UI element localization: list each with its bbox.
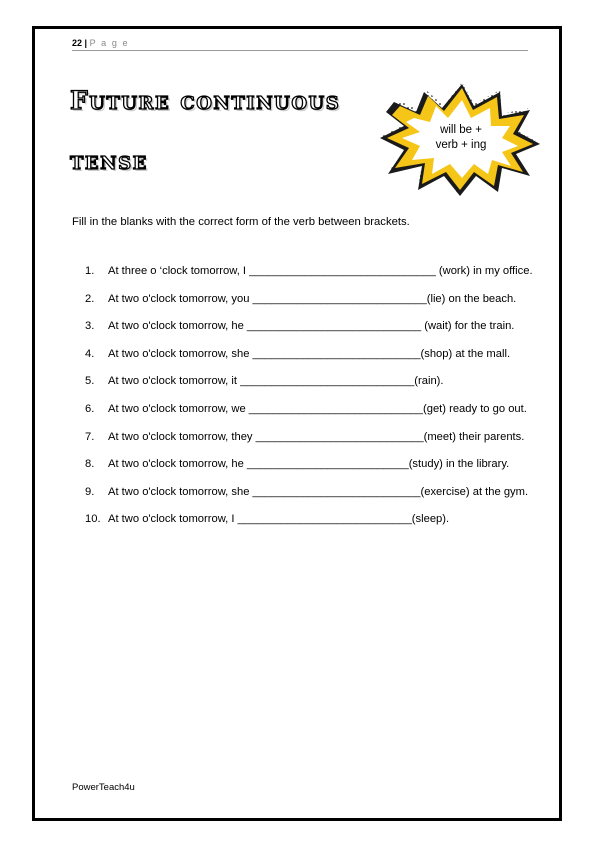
- exercise-item: [85, 451, 535, 479]
- exercise-list: [85, 258, 535, 534]
- page-header: [72, 38, 129, 48]
- exercise-text: At two o'clock tomorrow, he ____________________________ (wait) for the train.: [108, 320, 515, 333]
- exercise-text: At three o ‘clock tomorrow, I ______________________________ (work) in my office.: [108, 265, 533, 277]
- exercise-text: At two o'clock tomorrow, I ____________________________(sleep).: [108, 513, 450, 526]
- exercise-item: [85, 286, 535, 314]
- exercise-item: [85, 341, 535, 369]
- callout-text: [418, 123, 504, 153]
- exercise-number: 2.: [85, 292, 95, 305]
- footer-brand: PowerTeach4u: [72, 782, 135, 793]
- exercise-text: At two o'clock tomorrow, she ___________________________(shop) at the mall.: [108, 347, 511, 360]
- title-line-1: Future continuous: [70, 86, 341, 115]
- instructions: Fill in the blanks with the correct form of the verb between brackets.: [72, 216, 410, 228]
- exercise-number: 10.: [85, 513, 101, 526]
- exercise-item: [85, 479, 535, 507]
- exercise-number: 1.: [85, 265, 95, 277]
- exercise-text: At two o'clock tomorrow, we ____________________________(get) ready to go out.: [108, 402, 527, 415]
- exercise-text: At two o'clock tomorrow, they ___________________________(meet) their parents.: [108, 430, 525, 443]
- exercise-number: 7.: [85, 430, 95, 443]
- header-separator: |: [84, 38, 88, 48]
- exercise-item: [85, 368, 535, 396]
- exercise-item: [85, 424, 535, 452]
- exercise-number: 9.: [85, 485, 95, 498]
- page-label: P a g e: [89, 38, 130, 48]
- title-line-2: tense: [70, 146, 148, 175]
- exercise-item: [85, 396, 535, 424]
- callout-line-2: verb + ing: [435, 139, 487, 151]
- exercise-item: [85, 313, 535, 341]
- exercise-text: At two o'clock tomorrow, it ____________________________(rain).: [108, 375, 444, 388]
- exercise-item: [85, 258, 535, 286]
- page-number: 22: [72, 38, 83, 48]
- callout-line-1: will be +: [440, 124, 482, 136]
- exercise-number: 4.: [85, 347, 95, 360]
- exercise-text: At two o'clock tomorrow, she ___________________________(exercise) at the gym.: [108, 485, 529, 498]
- exercise-text: At two o'clock tomorrow, he __________________________(study) in the library.: [108, 458, 510, 471]
- exercise-number: 5.: [85, 375, 95, 388]
- exercise-text: At two o'clock tomorrow, you ____________________________(lie) on the beach.: [108, 292, 517, 305]
- exercise-item: [85, 506, 535, 534]
- exercise-number: 3.: [85, 320, 95, 333]
- exercise-number: 8.: [85, 458, 95, 471]
- exercise-number: 6.: [85, 402, 95, 415]
- header-rule: [72, 50, 528, 51]
